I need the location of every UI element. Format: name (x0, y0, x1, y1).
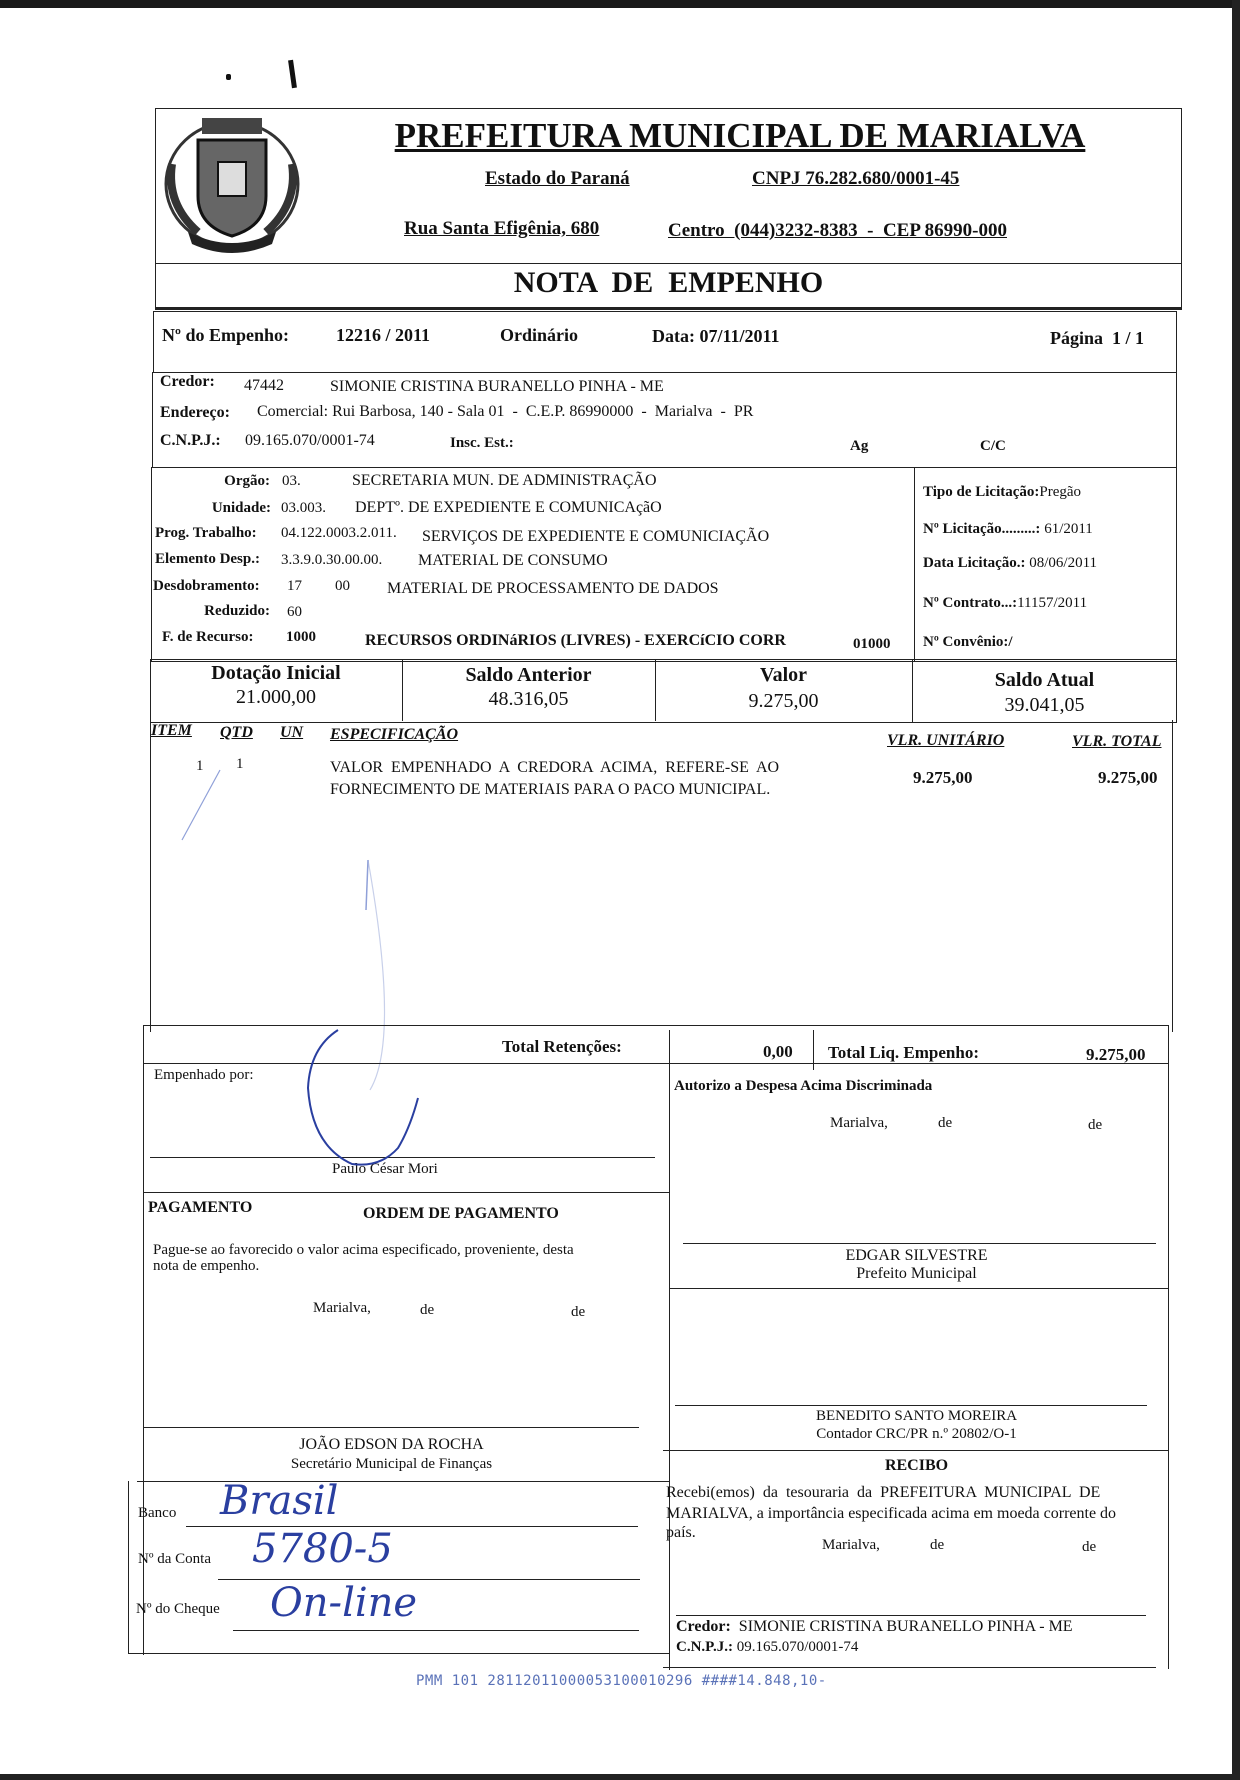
scan-bottom-edge (0, 1774, 1240, 1780)
orgao-code: 03. (282, 473, 301, 489)
liquid-total-value: 9.275,00 (1086, 1045, 1146, 1064)
bid-type: Pregão (1039, 484, 1082, 500)
item-description-line-1: VALOR EMPENHADO A CREDORA ACIMA, REFERE-SE AO (330, 759, 780, 776)
recibo-cnpj-label: C.N.P.J.: (676, 1639, 733, 1655)
empenhado-name: Paulo César Mori (332, 1161, 438, 1177)
item-number: 1 (196, 758, 204, 774)
page-number: Página 1 / 1 (1050, 328, 1145, 348)
divider (155, 263, 1182, 264)
divider (155, 307, 1182, 310)
dotacao-label: Dotação Inicial (211, 662, 341, 684)
saldo-atual-label: Saldo Atual (994, 669, 1095, 691)
recibo-label: RECIBO (884, 1457, 949, 1474)
elemento-name: MATERIAL DE CONSUMO (418, 552, 608, 569)
total-value-header: VLR. TOTAL (1072, 733, 1162, 750)
unidade-label: Unidade: (211, 500, 271, 516)
empenho-number-label: Nº do Empenho: (162, 325, 289, 345)
divider (150, 720, 151, 1032)
divider (1168, 1025, 1169, 1669)
divider (663, 1450, 1168, 1451)
unit-value-header: VLR. UNITÁRIO (887, 732, 1005, 749)
divider (663, 1667, 1156, 1668)
state-registration-label: Insc. Est.: (450, 435, 514, 451)
contract-number: 11157/2011 (1017, 595, 1088, 611)
divider (669, 1030, 670, 1670)
fonte-code-2: 01000 (853, 636, 891, 652)
bid-number: 61/2011 (1044, 521, 1093, 537)
ordem-label: ORDEM DE PAGAMENTO (363, 1205, 559, 1222)
item-unit-value: 9.275,00 (913, 768, 973, 787)
scan-speck (226, 74, 231, 80)
divider (137, 1481, 669, 1482)
address-label: Endereço: (160, 404, 230, 421)
mayor-name: EDGAR SILVESTRE (845, 1247, 988, 1264)
signature-scribble (300, 1028, 460, 1178)
recibo-text-2: MARIALVA, a importância especificada acima em moeda corrente do (666, 1505, 1117, 1522)
liquid-total-label: Total Liq. Empenho: (828, 1043, 979, 1062)
unidade-name: DEPTº. DE EXPEDIENTE E COMUNICAçãO (355, 499, 662, 516)
divider (914, 467, 915, 662)
creditor-cnpj-label: C.N.P.J.: (160, 432, 221, 449)
divider (669, 1288, 1168, 1289)
scan-speck (288, 60, 297, 88)
desdobramento-code: 17 (287, 578, 302, 594)
retencoes-value: 0,00 (763, 1042, 793, 1061)
qtd-header: QTD (220, 724, 253, 741)
scan-top-edge (0, 0, 1240, 8)
empenhado-label: Empenhado por: (154, 1067, 254, 1083)
programa-name: SERVIÇOS DE EXPEDIENTE E COMUNICIAÇÃO (422, 528, 770, 545)
reduzido-label: Reduzido: (204, 603, 270, 619)
divider (143, 1192, 669, 1193)
recibo-text-1: Recebi(emos) da tesouraria da PREFEITURA MUNICIPAL DE (666, 1484, 1101, 1501)
recibo-text-3: país. (666, 1524, 696, 1541)
programa-label: Prog. Trabalho: (155, 525, 257, 541)
address-details: Centro (044)3232-8383 - CEP 86990-000 (668, 220, 1007, 241)
divider (128, 1481, 129, 1653)
autorizo-city: Marialva, (830, 1115, 888, 1131)
recibo-city: Marialva, (822, 1537, 880, 1553)
item-quantity: 1 (236, 756, 244, 772)
empenho-date: Data: 07/11/2011 (652, 326, 780, 346)
especificacao-header: ESPECIFICAÇÃO (330, 726, 459, 743)
signature-line (144, 1427, 639, 1428)
item-header: ITEM (151, 722, 192, 739)
reduzido-value: 60 (287, 604, 302, 620)
street-address: Rua Santa Efigênia, 680 (404, 218, 600, 239)
empenho-number: 12216 / 2011 (336, 325, 431, 345)
bid-number-label: Nº Licitação.........: 61/2011 (923, 521, 1093, 537)
convenio-label: Nº Convênio:/ (923, 634, 1013, 650)
account-handwritten: 5780-5 (252, 1526, 393, 1572)
agency-label: Ag (850, 438, 869, 454)
desdobramento-name: MATERIAL DE PROCESSAMENTO DE DADOS (387, 580, 719, 597)
municipality-title: PREFEITURA MUNICIPAL DE MARIALVA (394, 116, 1086, 155)
fonte-label: F. de Recurso: (162, 629, 254, 645)
saldo-anterior-value: 48.316,05 (488, 688, 569, 710)
state-label: Estado do Paraná (485, 168, 630, 189)
autorizo-de-1: de (938, 1115, 953, 1131)
bank-handwritten: Brasil (220, 1478, 339, 1524)
pagamento-city: Marialva, (313, 1300, 371, 1316)
mayor-role: Prefeito Municipal (856, 1265, 977, 1282)
creditor-name: SIMONIE CRISTINA BURANELLO PINHA - ME (330, 378, 664, 395)
creditor-label: Credor: (160, 373, 215, 390)
valor-value: 9.275,00 (748, 690, 819, 712)
valor-label: Valor (759, 664, 808, 686)
bid-date: 08/06/2011 (1029, 555, 1098, 571)
fonte-code: 1000 (286, 629, 316, 645)
desdobramento-sub: 00 (335, 578, 350, 594)
bid-date-label: Data Licitação.: 08/06/2011 (923, 555, 1098, 571)
signature-line (675, 1405, 1147, 1406)
account-number-label: Nº da Conta (138, 1551, 211, 1567)
un-header: UN (280, 724, 304, 741)
autorizo-label: Autorizo a Despesa Acima Discriminada (674, 1078, 933, 1094)
signature-line (676, 1615, 1146, 1616)
orgao-label: Orgão: (224, 473, 270, 489)
empenho-type: Ordinário (500, 325, 579, 345)
scan-right-edge (1232, 0, 1240, 1780)
item-description-line-2: FORNECIMENTO DE MATERIAIS PARA O PACO MUNICIPAL. (330, 781, 771, 798)
item-total-value: 9.275,00 (1098, 768, 1158, 787)
cheque-label: Nº do Cheque (136, 1601, 220, 1617)
saldo-atual-value: 39.041,05 (1004, 694, 1085, 716)
orgao-name: SECRETARIA MUN. DE ADMINISTRAÇÃO (352, 472, 657, 489)
dotacao-value: 21.000,00 (236, 686, 316, 708)
pagamento-label: PAGAMENTO (148, 1199, 253, 1216)
finance-secretary-name: JOÃO EDSON DA ROCHA (299, 1436, 484, 1453)
divider (1172, 720, 1173, 1032)
bank-label: Banco (138, 1505, 177, 1521)
pagamento-de-1: de (420, 1302, 435, 1318)
unidade-code: 03.003. (281, 500, 326, 516)
programa-code: 04.122.0003.2.011. (281, 525, 397, 541)
document-title: NOTA DE EMPENHO (513, 266, 824, 299)
bid-type-label: Tipo de Licitação:Pregão (923, 484, 1082, 500)
recibo-credor-label: Credor: (676, 1618, 731, 1635)
creditor-address: Comercial: Rui Barbosa, 140 - Sala 01 - C.E.P. 86990000 - Marialva - PR (257, 403, 754, 420)
divider (143, 1063, 1168, 1064)
recibo-de-1: de (930, 1537, 945, 1553)
fonte-name: RECURSOS ORDINáRIOS (LIVRES) - EXERCíCIO CORR (365, 632, 786, 649)
contract-label: Nº Contrato...:11157/2011 (923, 595, 1088, 611)
divider (813, 1030, 814, 1070)
pagamento-text-2: nota de empenho. (153, 1258, 260, 1274)
elemento-label: Elemento Desp.: (155, 551, 260, 567)
recibo-cnpj: 09.165.070/0001-74 (736, 1639, 859, 1655)
pagamento-text-1: Pague-se ao favorecido o valor acima especificado, proveniente, desta (153, 1242, 574, 1258)
autorizo-de-2: de (1088, 1117, 1103, 1133)
account-label: C/C (980, 438, 1006, 454)
elemento-code: 3.3.9.0.30.00.00. (281, 552, 383, 568)
pagamento-de-2: de (571, 1304, 586, 1320)
municipality-cnpj: CNPJ 76.282.680/0001-45 (752, 168, 960, 189)
cheque-handwritten: On-line (270, 1580, 418, 1626)
saldo-anterior-label: Saldo Anterior (465, 664, 592, 686)
print-stamp: PMM 101 28112011000053100010296 ####14.848,10- (416, 1673, 827, 1689)
finance-secretary-role: Secretário Municipal de Finanças (290, 1456, 493, 1472)
divider (143, 1025, 1168, 1026)
accountant-role: Contador CRC/PR n.º 20802/O-1 (816, 1426, 1017, 1442)
creditor-code: 47442 (244, 377, 284, 394)
signature-line (683, 1243, 1156, 1244)
coat-of-arms-logo (158, 104, 306, 254)
creditor-cnpj: 09.165.070/0001-74 (245, 432, 375, 449)
desdobramento-label: Desdobramento: (153, 578, 260, 594)
cheque-line (233, 1630, 639, 1631)
retencoes-label: Total Retenções: (502, 1037, 622, 1056)
recibo-de-2: de (1082, 1539, 1097, 1555)
divider (128, 1653, 669, 1654)
accountant-name: BENEDITO SANTO MOREIRA (815, 1408, 1018, 1424)
recibo-credor-name: SIMONIE CRISTINA BURANELLO PINHA - ME (738, 1618, 1073, 1635)
